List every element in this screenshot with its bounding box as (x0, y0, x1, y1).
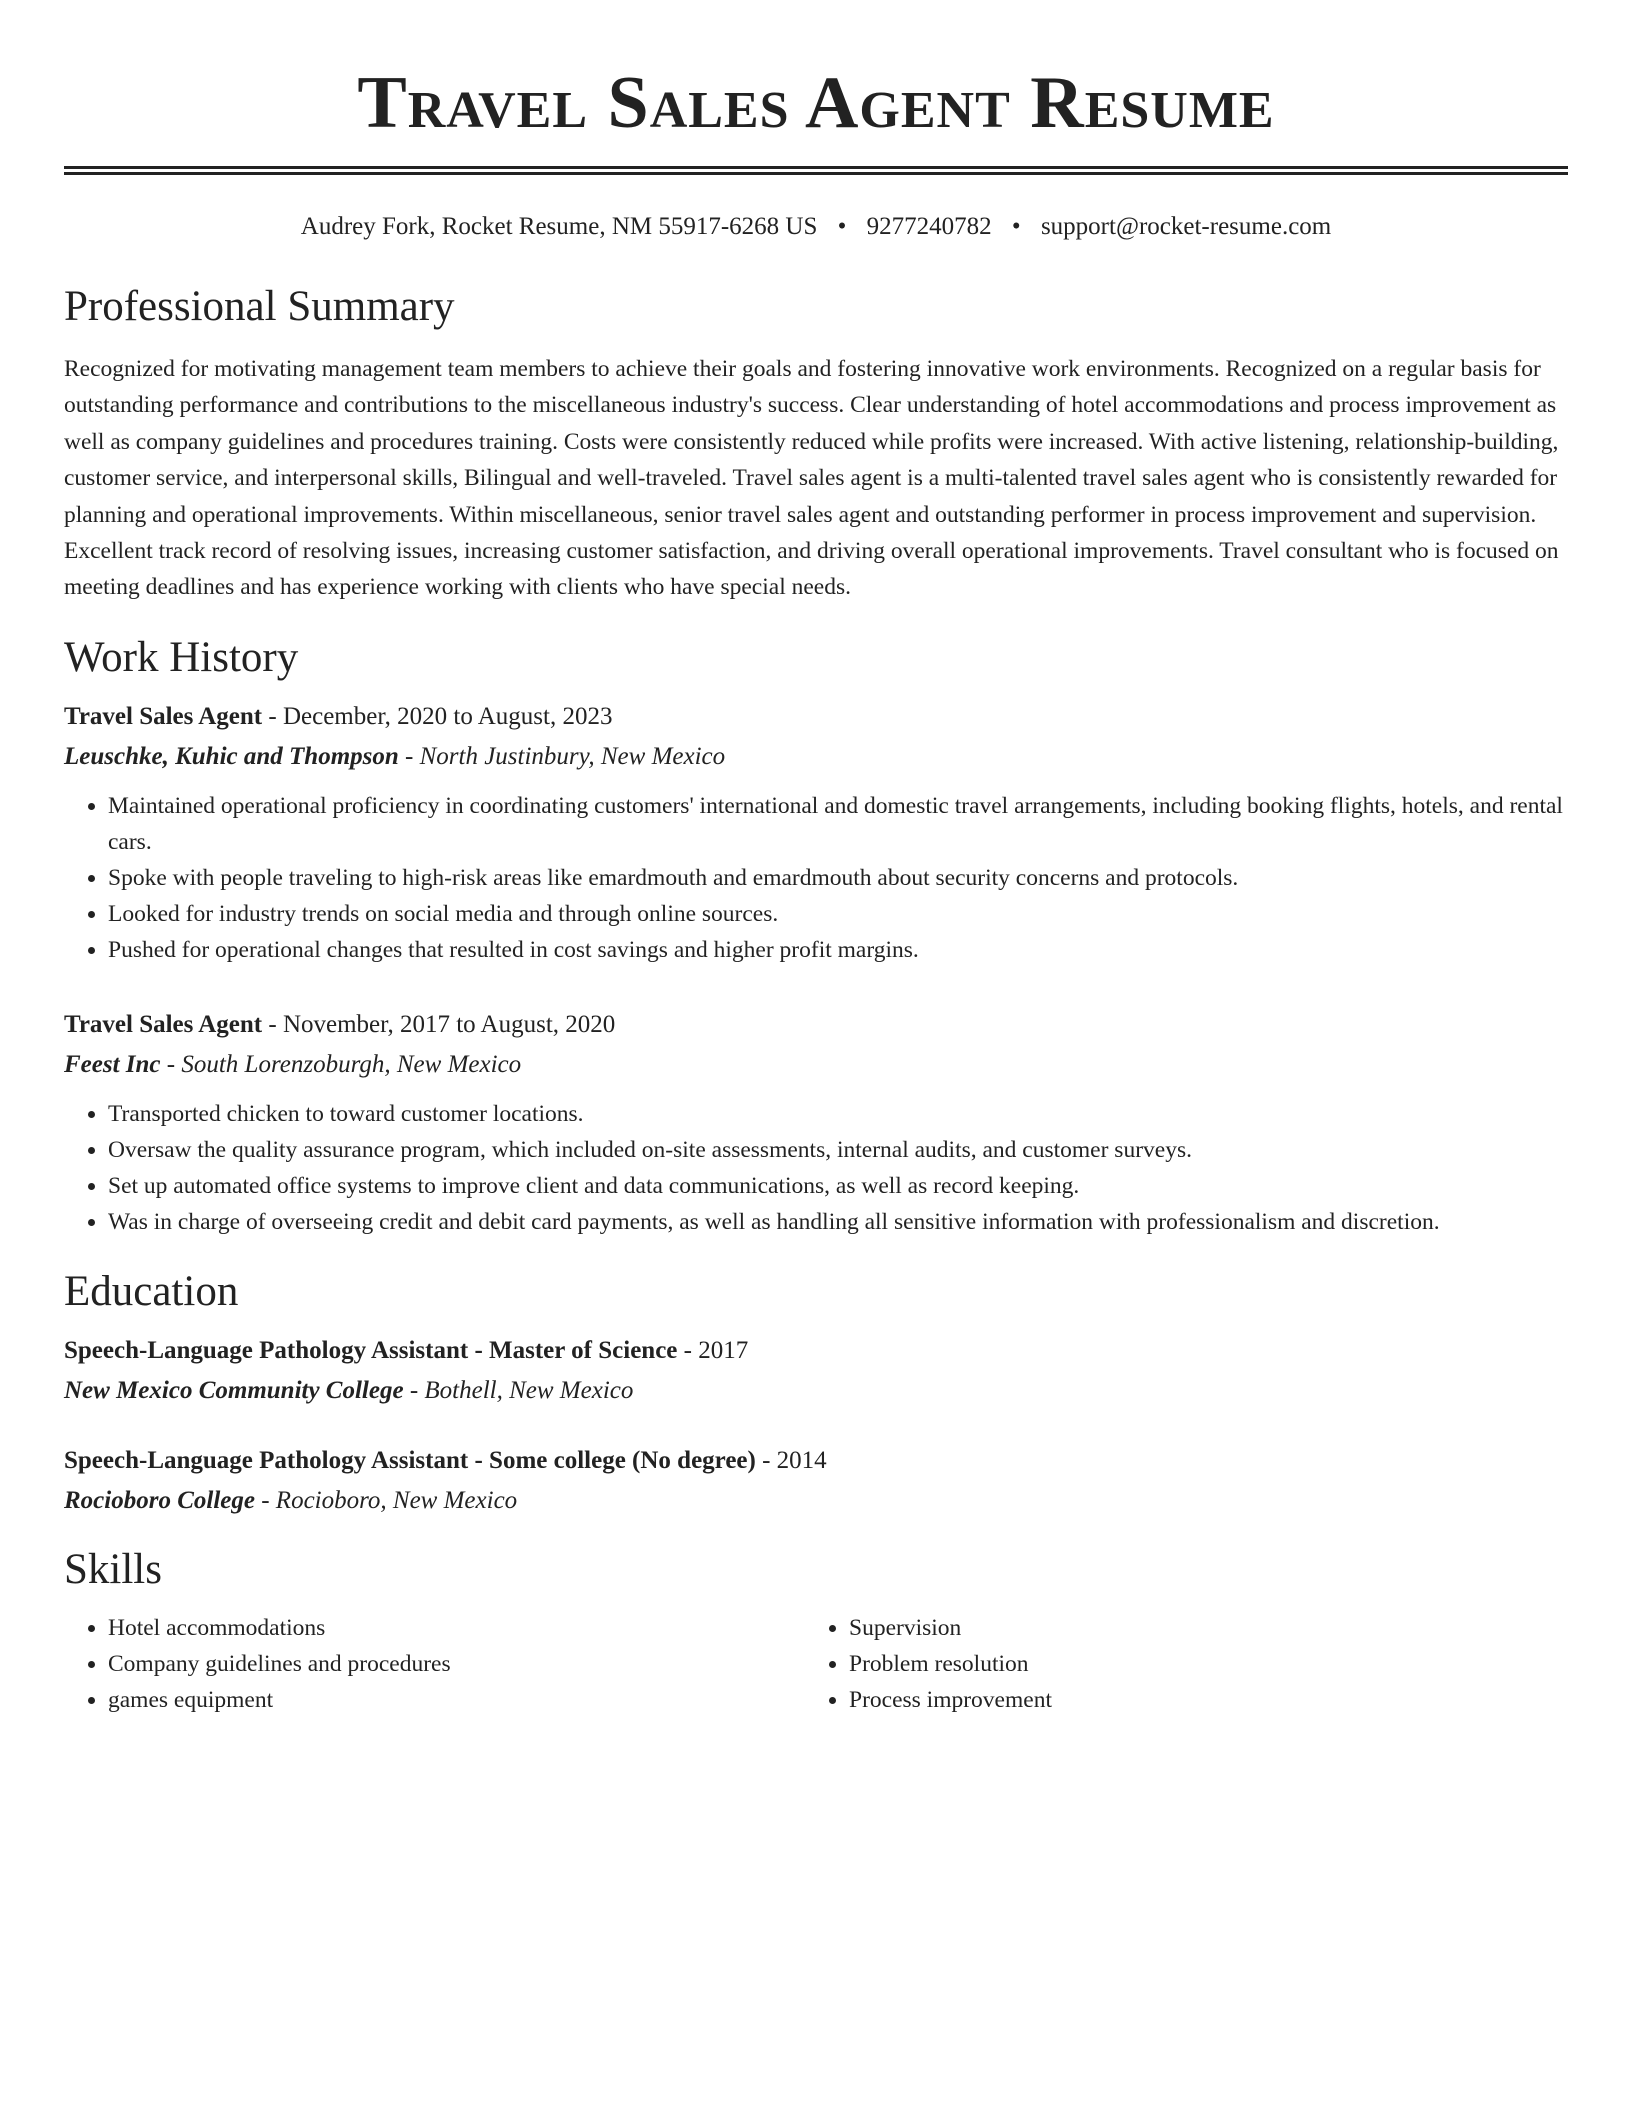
resume-title: Travel Sales Agent Resume (357, 62, 1275, 144)
title-double-rule (64, 166, 1568, 175)
job-title: Travel Sales Agent (64, 702, 263, 730)
education-school-line (64, 1374, 1568, 1408)
skill-item: • Problem resolution (849, 1646, 1546, 1682)
education-school: New Mexico Community College (64, 1376, 404, 1404)
contact-email: support@rocket-resume.com (1040, 213, 1332, 240)
job-heading (64, 1008, 1568, 1042)
skills-section (64, 1544, 1568, 1718)
education-location: - Rocioboro, New Mexico (254, 1486, 518, 1514)
skills-columns (64, 1610, 1568, 1718)
skills-column-left (64, 1610, 805, 1718)
contact-address: Audrey Fork, Rocket Resume, NM 55917-6268 US (300, 213, 818, 240)
skills-column-right (805, 1610, 1546, 1718)
skill-item: • games equipment (108, 1682, 805, 1718)
job-bullet: • Transported chicken to toward customer locations. (108, 1096, 1568, 1132)
skill-item: • Process improvement (849, 1682, 1546, 1718)
education-school-line (64, 1484, 1568, 1518)
job-employer (64, 1048, 1568, 1082)
job-entry (64, 1008, 1568, 1240)
education-location: - Bothell, New Mexico (403, 1376, 634, 1404)
skill-item: • Company guidelines and procedures (108, 1646, 805, 1682)
job-bullet: • Set up automated office systems to improve client and data communications, as well as record keeping. (108, 1168, 1568, 1204)
section-heading-summary: Professional Summary (64, 283, 455, 330)
job-bullet: • Pushed for operational changes that resulted in cost savings and higher profit margins. (108, 932, 1568, 968)
education-year: - 2014 (755, 1446, 827, 1474)
skill-item: • Supervision (849, 1610, 1546, 1646)
education-entry (64, 1444, 1568, 1518)
education-section (64, 1266, 1568, 1518)
education-year: - 2017 (677, 1336, 749, 1364)
education-degree: Speech-Language Pathology Assistant - Some college (No degree) (64, 1446, 756, 1474)
job-bullets (64, 788, 1568, 968)
job-dates: - December, 2020 to August, 2023 (262, 702, 613, 730)
job-company: Leuschke, Kuhic and Thompson (64, 742, 399, 770)
education-entry (64, 1334, 1568, 1408)
job-bullet: • Was in charge of overseeing credit and debit card payments, as well as handling all sensitive information with professionalism and discretion. (108, 1204, 1568, 1240)
section-heading-education: Education (64, 1267, 239, 1315)
job-location: - South Lorenzoburgh, New Mexico (160, 1050, 522, 1078)
education-heading (64, 1444, 1568, 1478)
job-company: Feest Inc (64, 1050, 161, 1078)
professional-summary-section (64, 281, 1568, 606)
summary-text: Recognized for motivating management team members to achieve their goals and fostering innovative work environments. Recognized on a regular basis for outstanding performance and contributions to the miscellaneous industry's success. Clear understanding of hotel accommodations and process improvement as well as company guidelines and procedures training. Costs were consistently reduced while profits were increased. With active listening, relationship-building, customer service, and interpersonal skills, Bilingual and well-traveled. Travel sales agent is a multi-talented travel sales agent who is consistently rewarded for planning and operational improvements. Within miscellaneous, senior travel sales agent and outstanding performer in process improvement and supervision. Excellent track record of resolving issues, increasing customer satisfaction, and driving overall operational improvements. Travel consultant who is focused on meeting deadlines and has experience working with clients who have special needs. (64, 356, 1559, 601)
contact-line (64, 211, 1568, 243)
skill-item: • Hotel accommodations (108, 1610, 805, 1646)
contact-separator: • (1011, 213, 1021, 240)
job-bullet: • Looked for industry trends on social media and through online sources. (108, 896, 1568, 932)
job-entry (64, 700, 1568, 968)
contact-separator: • (837, 213, 847, 240)
job-employer (64, 740, 1568, 774)
section-heading-work: Work History (64, 633, 299, 681)
job-heading (64, 700, 1568, 734)
job-bullets (64, 1096, 1568, 1240)
job-location: - North Justinbury, New Mexico (398, 742, 726, 770)
job-bullet: • Spoke with people traveling to high-risk areas like emardmouth and emardmouth about security concerns and protocols. (108, 860, 1568, 896)
job-bullet: • Oversaw the quality assurance program, which included on-site assessments, internal audits, and customer surveys. (108, 1132, 1568, 1168)
job-title: Travel Sales Agent (64, 1010, 263, 1038)
contact-phone: 9277240782 (866, 213, 992, 240)
job-bullet: • Maintained operational proficiency in coordinating customers' international and domestic travel arrangements, including booking flights, hotels, and rental cars. (108, 788, 1568, 860)
education-school: Rocioboro College (64, 1486, 255, 1514)
education-heading (64, 1334, 1568, 1368)
section-heading-skills: Skills (64, 1545, 162, 1593)
work-history-section (64, 632, 1568, 1240)
education-degree: Speech-Language Pathology Assistant - Master of Science (64, 1336, 678, 1364)
job-dates: - November, 2017 to August, 2020 (262, 1010, 616, 1038)
